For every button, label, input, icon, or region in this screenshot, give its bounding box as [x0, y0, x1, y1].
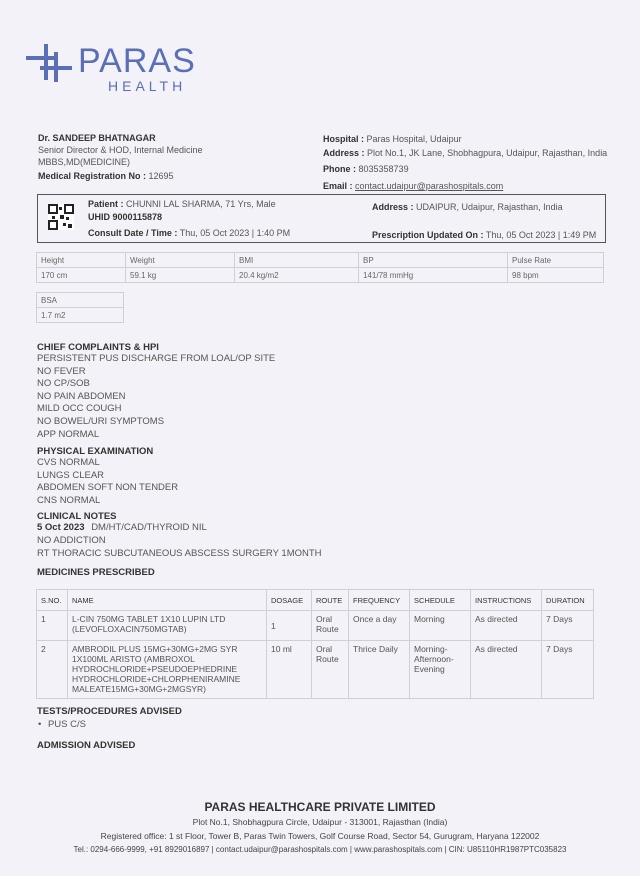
patient-line	[88, 199, 276, 209]
consult-value: Thu, 05 Oct 2023 | 1:40 PM	[179, 228, 291, 238]
vital-header: Pulse Rate	[508, 253, 604, 268]
hospital-email-line	[323, 181, 503, 191]
logo	[26, 42, 216, 98]
phone-label: Phone :	[323, 164, 356, 174]
notes-first-line	[37, 522, 207, 535]
footer-contact: Tel.: 0294-666-9999, +91 8929016897 | contact.udaipur@parashospitals.com | www.parashospitals.com | CIN: U85110HR1987PTC035823	[73, 845, 567, 854]
patient-value: CHUNNI LAL SHARMA, 71 Yrs, Male	[126, 199, 276, 209]
doctor-registration	[38, 171, 174, 181]
exam-title: PHYSICAL EXAMINATION	[37, 446, 154, 457]
hospital-phone-line	[323, 164, 409, 174]
note-line: RT THORACIC SUBCUTANEOUS ABSCESS SURGERY 1MONTH	[37, 547, 322, 559]
complaint-line: NO BOWEL/URI SYMPTOMS	[37, 415, 165, 427]
vital-value: 59.1 kg	[126, 268, 235, 283]
hospital-address-value: Plot No.1, JK Lane, Shobhagpura, Udaipur, Rajasthan, India	[367, 148, 608, 158]
vitals-value-row	[37, 268, 604, 283]
complaints-title: CHIEF COMPLAINTS & HPI	[37, 342, 159, 353]
med-instructions: As directed	[471, 641, 542, 699]
exam-line: LUNGS CLEAR	[37, 469, 105, 481]
footer-address: Plot No.1, Shobhagpura Circle, Udaipur - 313001, Rajasthan (India)	[192, 817, 448, 827]
complaints-list	[37, 353, 275, 441]
notes-first: DM/HT/CAD/THYROID NIL	[91, 522, 207, 533]
uhid: UHID 9000115878	[88, 212, 163, 222]
med-header: SCHEDULE	[410, 590, 471, 611]
med-header: FREQUENCY	[349, 590, 410, 611]
hospital-address-line	[323, 148, 607, 158]
med-header: INSTRUCTIONS	[471, 590, 542, 611]
table-row	[37, 611, 594, 641]
exam-list	[37, 457, 178, 507]
bsa-value: 1.7 m2	[37, 308, 124, 323]
test-item: PUS C/S	[47, 719, 86, 730]
vitals-header-row	[37, 253, 604, 268]
notes-title: CLINICAL NOTES	[37, 511, 117, 522]
med-name: AMBRODIL PLUS 15MG+30MG+2MG SYR 1X100ML ARISTO (AMBROXOL HYDROCHLORIDE+PSEUDOEPHEDRINE HYDROCHLORIDE+CHLORPHENIRAMINE MALEATE15MG+30MG+2MGSYR)	[68, 641, 267, 699]
vital-header: Weight	[126, 253, 235, 268]
hospital-value: Paras Hospital, Udaipur	[366, 134, 462, 144]
email-link[interactable]: contact.udaipur@parashospitals.com	[355, 181, 504, 191]
consult-line	[88, 228, 290, 238]
med-schedule: Morning-Afternoon-Evening	[410, 641, 471, 699]
patient-address-line	[372, 202, 563, 212]
med-dosage: 10 ml	[267, 641, 312, 699]
brand-sub: HEALTH	[108, 78, 187, 94]
med-schedule: Morning	[410, 611, 471, 641]
exam-line: CVS NORMAL	[37, 457, 100, 468]
complaint-line: NO PAIN ABDOMEN	[37, 390, 126, 402]
med-header: ROUTE	[312, 590, 349, 611]
med-header: NAME	[68, 590, 267, 611]
updated-value: Thu, 05 Oct 2023 | 1:49 PM	[485, 230, 597, 240]
doctor-title: Senior Director & HOD, Internal Medicine	[38, 145, 203, 155]
vital-value: 98 bpm	[508, 268, 604, 283]
qr-code-icon	[48, 204, 74, 230]
med-route: Oral Route	[312, 611, 349, 641]
note-line: NO ADDICTION	[37, 535, 106, 546]
footer-registered: Registered office: 1 st Floor, Tower B, Paras Twin Towers, Golf Course Road, Sector 54, Gurugram, Haryana 122002	[100, 831, 540, 841]
complaint-line: PERSISTENT PUS DISCHARGE FROM LOAL/OP SITE	[37, 353, 276, 364]
phone-value: 8035358739	[358, 164, 409, 174]
tests-list	[38, 719, 86, 732]
brand-name: PARAS	[78, 42, 196, 80]
exam-line: CNS NORMAL	[37, 494, 101, 506]
consult-label: Consult Date / Time :	[88, 228, 178, 238]
vital-header: BMI	[235, 253, 359, 268]
medicines-table	[36, 589, 594, 699]
notes-date: 5 Oct 2023	[37, 522, 85, 533]
tests-title: TESTS/PROCEDURES ADVISED	[37, 706, 182, 717]
med-duration: 7 Days	[542, 641, 594, 699]
vital-value: 170 cm	[37, 268, 126, 283]
medicines-title: MEDICINES PRESCRIBED	[37, 567, 155, 578]
bullet-icon: •	[38, 719, 42, 730]
bsa-table	[36, 292, 124, 323]
med-route: Oral Route	[312, 641, 349, 699]
patient-label: Patient :	[88, 199, 124, 209]
patient-address-label: Address :	[372, 202, 414, 212]
admission-title: ADMISSION ADVISED	[37, 740, 136, 751]
vital-header: BP	[359, 253, 508, 268]
updated-label: Prescription Updated On :	[372, 230, 484, 240]
table-row	[37, 641, 594, 699]
reg-value: 12695	[148, 171, 174, 181]
medicines-header-row	[37, 590, 594, 611]
med-header: S.NO.	[37, 590, 68, 611]
med-instructions: As directed	[471, 611, 542, 641]
exam-line: ABDOMEN SOFT NON TENDER	[37, 482, 179, 494]
paras-cross-icon	[26, 42, 76, 82]
hospital-label: Hospital :	[323, 134, 365, 144]
hospital-line	[323, 134, 462, 144]
med-header: DOSAGE	[267, 590, 312, 611]
reg-label: Medical Registration No :	[38, 171, 147, 181]
doctor-name: Dr. SANDEEP BHATNAGAR	[38, 133, 156, 143]
complaint-line: MILD OCC COUGH	[37, 403, 122, 415]
doctor-degree: MBBS,MD(MEDICINE)	[38, 157, 130, 167]
med-sno: 1	[37, 611, 68, 641]
med-duration: 7 Days	[542, 611, 594, 641]
notes-list	[37, 535, 322, 560]
bsa-label: BSA	[37, 293, 124, 308]
email-label: Email :	[323, 181, 353, 191]
patient-address-value: UDAIPUR, Udaipur, Rajasthan, India	[416, 202, 563, 212]
footer-company: PARAS HEALTHCARE PRIVATE LIMITED	[204, 800, 436, 814]
med-frequency: Thrice Daily	[349, 641, 410, 699]
med-header: DURATION	[542, 590, 594, 611]
vital-header: Height	[37, 253, 126, 268]
vital-value: 141/78 mmHg	[359, 268, 508, 283]
med-sno: 2	[37, 641, 68, 699]
med-frequency: Once a day	[349, 611, 410, 641]
complaint-line: APP NORMAL	[37, 428, 100, 440]
vitals-table	[36, 252, 604, 283]
updated-line	[372, 230, 596, 240]
med-dosage: 1	[267, 611, 312, 641]
complaint-line: NO FEVER	[37, 365, 86, 377]
hospital-address-label: Address :	[323, 148, 365, 158]
complaint-line: NO CP/SOB	[37, 378, 90, 390]
med-name: L-CIN 750MG TABLET 1X10 LUPIN LTD (LEVOFLOXACIN750MGTAB)	[68, 611, 267, 641]
patient-box	[37, 194, 606, 243]
vital-value: 20.4 kg/m2	[235, 268, 359, 283]
